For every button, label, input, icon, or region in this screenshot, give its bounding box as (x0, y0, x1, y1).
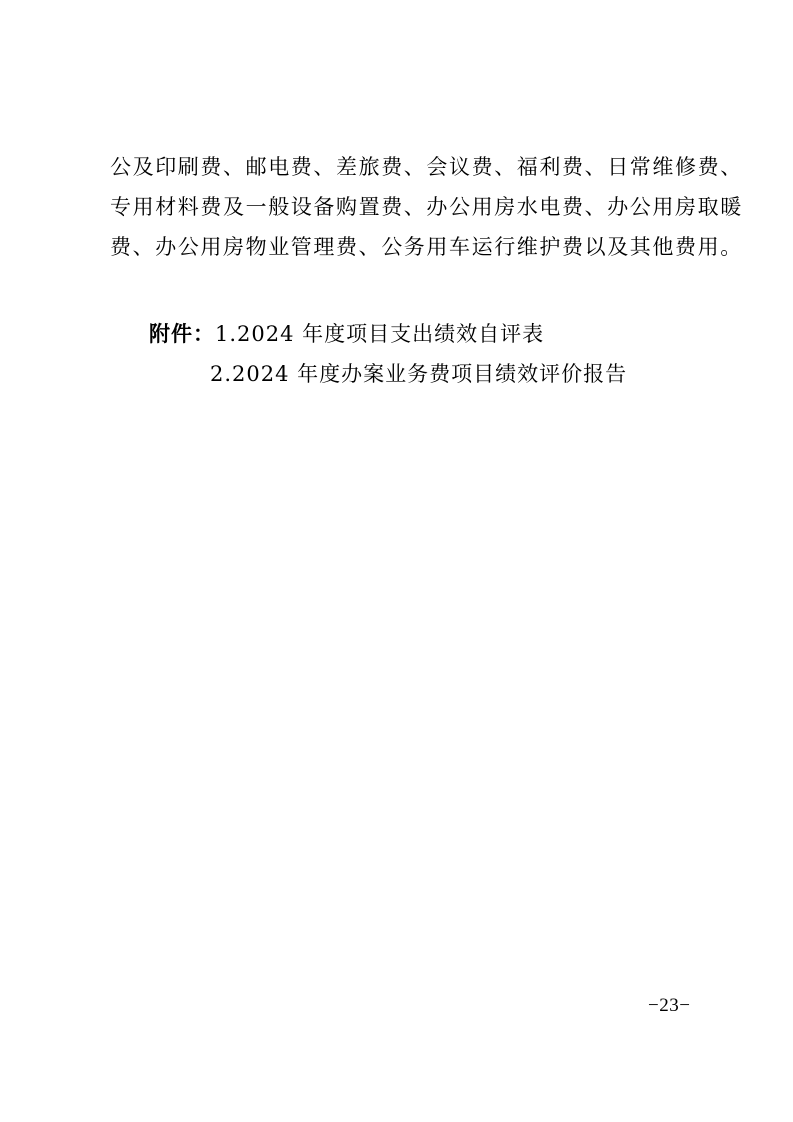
body-line: 费、办公用房物业管理费、公务用车运行维护费以及其他费用。 (110, 235, 743, 259)
attachment-row-2 (149, 354, 709, 394)
body-line: 公及印刷费、邮电费、差旅费、会议费、福利费、日常维修费、 (110, 155, 743, 179)
attachment-row-1 (149, 314, 709, 354)
page-number: −23− (648, 995, 691, 1016)
attachment-item: 2.2024 年度办案业务费项目绩效评价报告 (210, 362, 628, 386)
attachments-section (149, 314, 709, 394)
attachments-label: 附件： (149, 322, 215, 346)
body-line: 专用材料费及一般设备购置费、办公用房水电费、办公用房取暖 (110, 195, 743, 219)
body-paragraph (110, 147, 743, 267)
attachment-item: 1.2024 年度项目支出绩效自评表 (215, 322, 545, 346)
